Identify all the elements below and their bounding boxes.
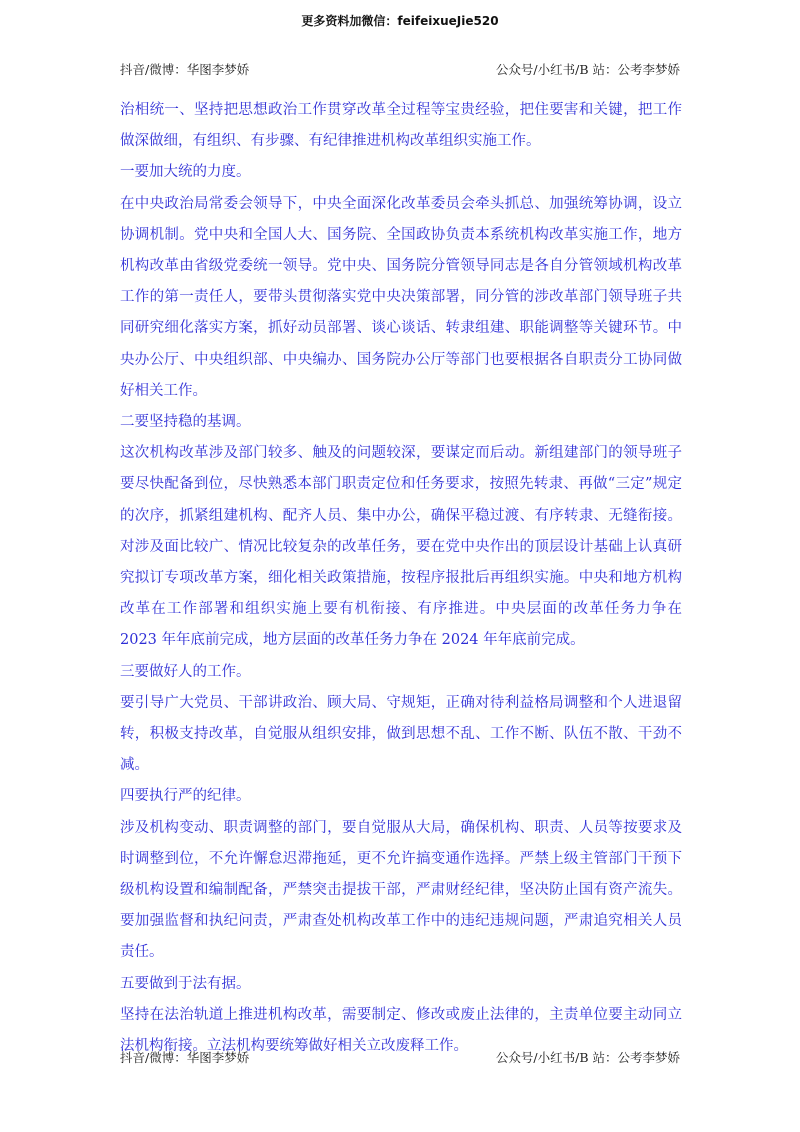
footer-left: 抖音/微博：华图李梦娇 bbox=[120, 1050, 250, 1065]
paragraph: 坚持在法治轨道上推进机构改革，需要制定、修改或废止法律的，主责单位要主动同立法机构衔接。立法机构要统筹做好相关立改废释工作。 bbox=[120, 1006, 682, 1055]
section-heading: 二要坚持稳的基调。 bbox=[120, 414, 251, 431]
paragraph: 涉及机构变动、职责调整的部门，要自觉服从大局，确保机构、职责、人员等按要求及时调整到位，不允许懈怠迟滞拖延，更不允许搞变通作选择。严禁上级主管部门干预下级机构设置和编制配备，严禁突击提拔干部，严肃财经纪律，坚决防止国有资产流失。要加强监督和执纪问责，严肃查处机构改革工作中的违纪违规问题，严肃追究相关人员责任。 bbox=[120, 819, 682, 961]
header-right: 公众号/小红书/B 站：公考李梦娇 bbox=[495, 62, 680, 77]
paragraph: 在中央政治局常委会领导下，中央全面深化改革委员会牵头抓总、加强统筹协调，设立协调机制。党中央和全国人大、国务院、全国政协负责本系统机构改革实施工作，地方机构改革由省级党委统一领导。党中央、国务院分管领导同志是各自分管领域机构改革工作的第一责任人，要带头贯彻落实党中央决策部署，同分管的涉改革部门领导班子共同研究细化落实方案，抓好动员部署、谈心谈话、转隶组建、职能调整等关键环节。中央办公厅、中央组织部、中央编办、国务院办公厅等部门也要根据各自职责分工协同做好相关工作。 bbox=[120, 195, 682, 399]
section-heading: 一要加大统的力度。 bbox=[120, 164, 251, 181]
page-footer bbox=[120, 1048, 680, 1066]
section-heading: 五要做到于法有据。 bbox=[120, 975, 251, 992]
top-banner: 更多资料加微信：feifeixueJie520 bbox=[301, 14, 499, 28]
page-header bbox=[120, 60, 680, 78]
document-body bbox=[120, 95, 682, 1062]
paragraph: 这次机构改革涉及部门较多、触及的问题较深，要谋定而后动。新组建部门的领导班子要尽快配备到位，尽快熟悉本部门职责定位和任务要求，按照先转隶、再做“三定”规定的次序，抓紧组建机构、配齐人员、集中办公，确保平稳过渡、有序转隶、无缝衔接。对涉及面比较广、情况比较复杂的改革任务，要在党中央作出的顶层设计基础上认真研究拟订专项改革方案，细化相关政策措施，按程序报批后再组织实施。中央和地方机构改革在工作部署和组织实施上要有机衔接、有序推进。中央层面的改革任务力争在 2023 年年底前完成，地方层面的改革任务力争在 2024 年年底前完成。 bbox=[120, 445, 682, 649]
paragraph: 要引导广大党员、干部讲政治、顾大局、守规矩，正确对待利益格局调整和个人进退留转，积极支持改革，自觉服从组织安排，做到思想不乱、工作不断、队伍不散、干劲不减。 bbox=[120, 694, 682, 774]
header-left: 抖音/微博：华图李梦娇 bbox=[120, 62, 250, 77]
section-heading: 三要做好人的工作。 bbox=[120, 663, 251, 680]
section-heading: 四要执行严的纪律。 bbox=[120, 788, 251, 805]
paragraph-continuation: 治相统一、坚持把思想政治工作贯穿改革全过程等宝贵经验，把住要害和关键，把工作做深做细，有组织、有步骤、有纪律推进机构改革组织实施工作。 bbox=[120, 102, 682, 150]
footer-right: 公众号/小红书/B 站：公考李梦娇 bbox=[495, 1050, 680, 1065]
